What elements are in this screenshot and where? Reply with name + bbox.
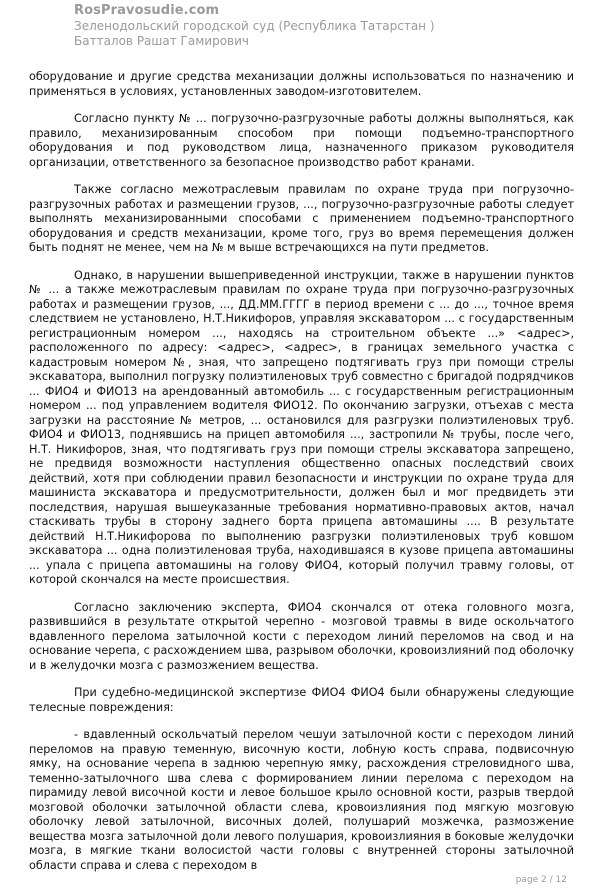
page-number: page 2 / 12 (515, 875, 567, 885)
paragraph: Также согласно межотраслевым правилам по охране труда при погрузочно-разгрузочных работах и размещении грузов, ..., погрузочно-разгрузочные работы следует выполнять механизированными способами с применением подъемно-транспортного оборудования и средств механизации, кроме того, груз во время перемещения должен быть поднят не менее, чем на № м выше встречающихся на пути предметов. (29, 183, 574, 254)
document-body (29, 70, 574, 886)
paragraph: Однако, в нарушении вышеприведенной инструкции, также в нарушении пунктов № ... а также межотраслевым правилам по охране труда при погрузочно-разгрузочных работах и размещении грузов, ..., ДД.ММ.ГГГГ в период времени с ... до ..., точное время следствием не установлено, Н.Т.Никифоров, управляя экскаватором ... с государственным регистрационным номером ..., находясь на строительном объекте ...» <адрес>, расположенного по адресу: <адрес>, <адрес>, в границах земельного участка с кадастровым номером №, зная, что запрещено подтягивать груз при помощи стрелы экскаватора, выполнил погрузку полиэтиленовых труб совместно с бригадой подрядчиков ... ФИО4 и ФИО13 на арендованный автомобиль ... с государственным регистрационным номером ... под управлением водителя ФИО12. По окончанию загрузки, отъехав с места загрузки на расстояние № метров, ... остановился для разгрузки полиэтиленовых труб. ФИО4 и ФИО13, поднявшись на прицеп автомобиля ..., застропили № трубы, после чего, Н.Т. Никифоров, зная, что подтягивать груз при помощи стрелы экскаватора запрещено, не предвидя возможности наступления общественно опасных последствий своих действий, хотя при соблюдении правил безопасности и инструкции по охране труда для машиниста экскаватора и предусмотрительности, должен был и мог предвидеть эти последствия, нарушая вышеуказанные требования нормативно-правовых актов, начал стаскивать трубы в сторону заднего борта прицепа автомашины .... В результате действий Н.Т.Никифорова по выполнению разгрузки полиэтиленовых труб ковшом экскаватора ... одна полиэтиленовая труба, находившаяся в кузове прицепа автомашины ... упала с прицепа автомашины на голову ФИО4, который получил травму головы, от которой скончался на месте происшествия. (29, 268, 574, 586)
page-header (74, 3, 574, 49)
site-name: RosPravosudie.com (74, 3, 220, 18)
paragraph: Согласно заключению эксперта, ФИО4 скончался от отека головного мозга, развившийся в результате открытой черепно - мозговой травмы в виде оскольчатого вдавленного перелома затылочной кости с переходом линий переломов на свод и на основание черепа, с расхождением шва, разрывом оболочки, кровоизлияний под оболочку и в желудочки мозга с размозжением вещества. (29, 600, 574, 672)
paragraph: - вдавленный оскольчатый перелом чешуи затылочной кости с переходом линий переломов на правую теменную, височную кости, лобную кость справа, подвисочную ямку, на основание черепа в заднюю черепную ямку, расхождения стреловидного шва, теменно-затылочного шва слева с формированием линии перелома с переходом на пирамиду левой височной кости и левое большое крыло основной кости, разрыв твердой мозговой оболочки затылочной области слева, кровоизлияния под мягкую мозговую оболочку левой затылочной, височных долей, полушарий мозжечка, размозжение вещества мозга затылочной доли левого полушария, кровоизлияния в боковые желудочки мозга, в мягкие ткани волосистой части головы с внутренней стороны затылочной области справа и слева с переходом в (29, 728, 574, 872)
paragraph: Согласно пункту № ... погрузочно-разгрузочные работы должны выполняться, как правило, механизированным способом при помощи подъемно-транспортного оборудования и под руководством лица, назначенного приказом руководителя организации, ответственного за безопасное производство работ кранами. (29, 112, 574, 169)
judge-name: Батталов Рашат Гамирович (74, 34, 249, 48)
paragraph: При судебно-медицинской экспертизе ФИО4 ФИО4 были обнаружены следующие телесные повреждения: (29, 686, 574, 714)
paragraph: оборудование и другие средства механизации должны использоваться по назначению и применяться в условиях, установленных заводом-изготовителем. (29, 70, 574, 98)
court-name: Зеленодольский городской суд (Республика Татарстан ) (74, 19, 435, 33)
